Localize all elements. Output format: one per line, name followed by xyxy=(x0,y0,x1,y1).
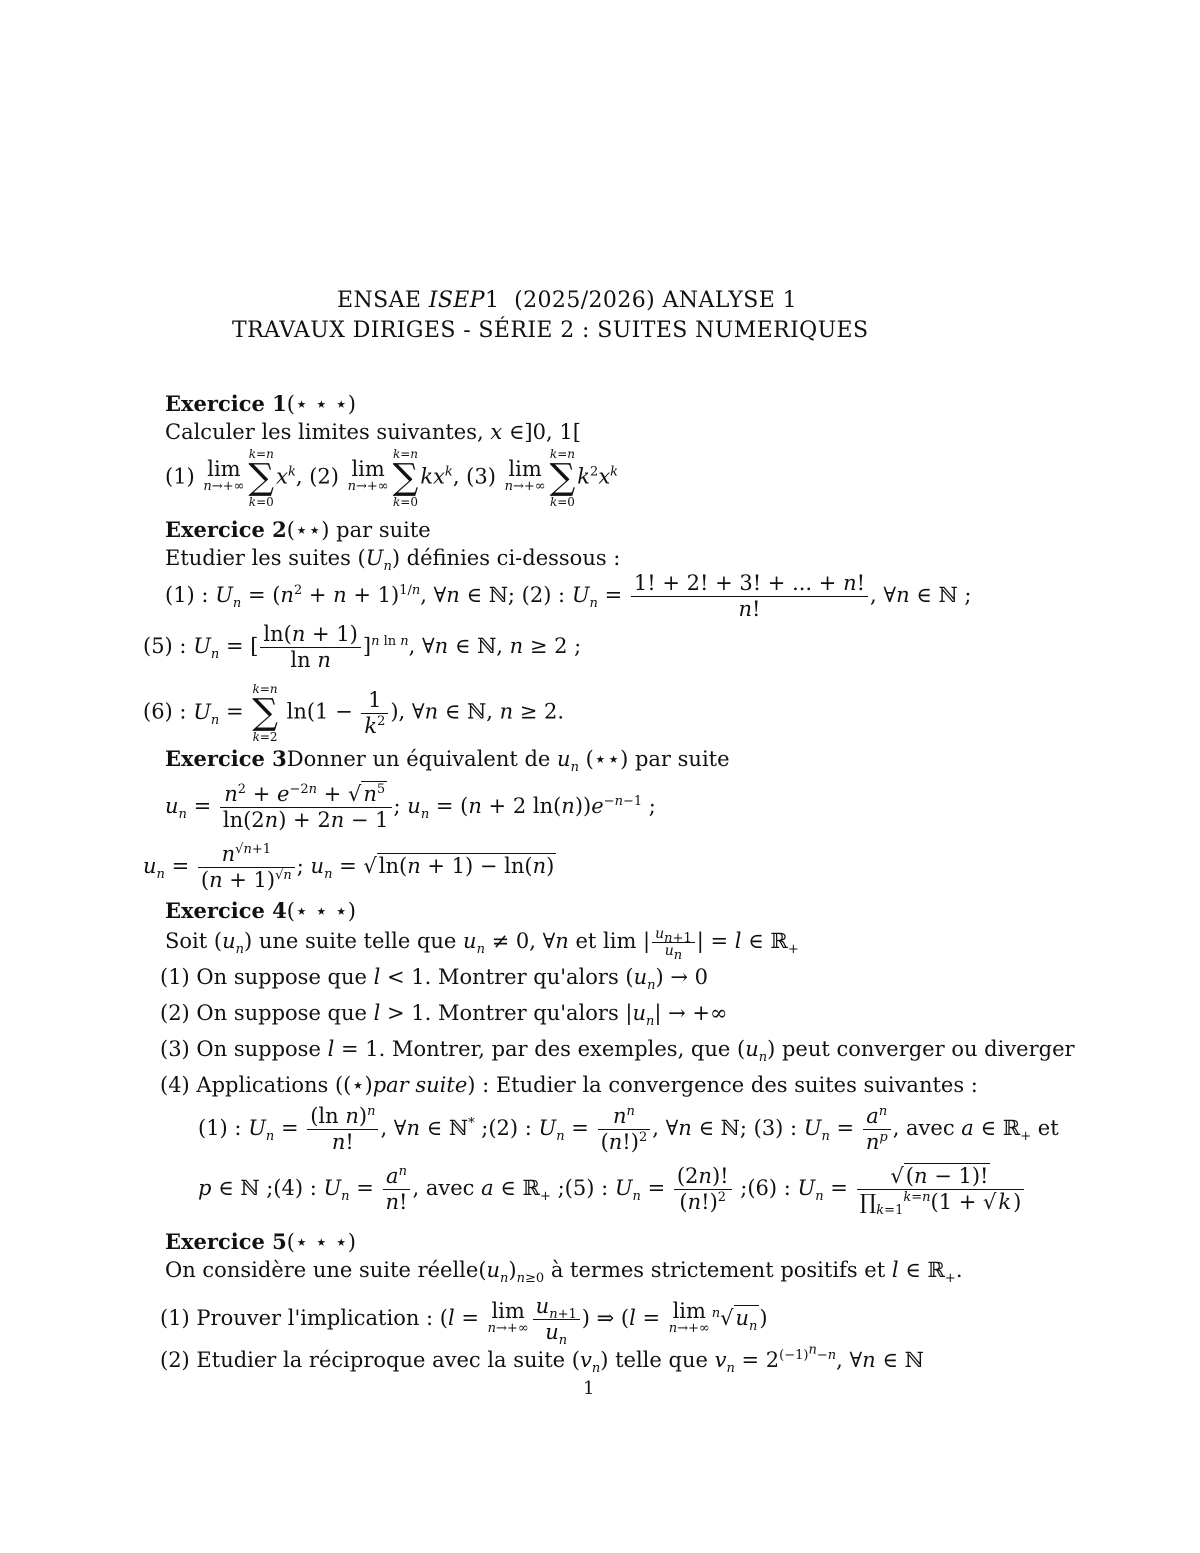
ex2-item-5: (5) : $U_n$ = [ $\frac{\ln(n + 1)}{\text{ln n}}$ ]$^{n ln n}$, ∀n ∈ ℕ, n ≥ 2 ; xyxy=(143,622,582,672)
ex4-q3: (3) On suppose l = 1. Montrer, par des exemples, que $(u_n)$ peut converger ou diverger xyxy=(160,1037,1075,1066)
ex4-q1: (1) On suppose que l < 1. Montrer qu'alors $(u_n) \to 0$ xyxy=(160,965,709,994)
page-number: 1 xyxy=(583,1378,595,1399)
ex2-item-1-2: (1) : $U_n = (n^2 + n + 1)^{1/n}$, ∀n ∈ ℕ; (2) : $U_n$ = $\frac{1! + 2! + 3! + ... + n!}{n!}$ , ∀n ∈ ℕ ; xyxy=(165,571,972,621)
ex2-item-6: (6) : $U_n$ = k=n ∑ k=2 ln(1 − $\frac{1}{k^2}$ ), ∀n ∈ ℕ, n ≥ 2. xyxy=(143,682,565,744)
ex4-applications-line-2: p ∈ ℕ ;(4) : $U_n$ = $\frac{a^n}{n!}$ , avec a ∈ ℝ$_+$ ;(5) : $U_n$ = $\frac{(2n)!}{(n!)^2}$ ;(6) : $U_n$ = $\frac{√(n - 1)!}{\prod_{k=1}^{k=n}(1 + √k)}$ xyxy=(198,1164,1026,1215)
ex4-applications-line-1: (1) : $U_n$ = $\frac{(\ln n)^n}{n!}$ , ∀n ∈ ℕ* ;(2) : $U_n$ = $\frac{n^n}{(n!)^2}$ , ∀n ∈ ℕ; (3) : $U_n$ = $\frac{a^n}{n^p}$ , avec a ∈ ℝ$_+$ et xyxy=(198,1104,1059,1154)
ex5-intro: On considère une suite $réelle(u_n)_{n\ge 0}$ à termes strictement positifs et l ∈ ℝ$_+$. xyxy=(165,1258,963,1287)
ex3-item-2: $u_n$ = $\frac{n^{√n+1}}{(n + 1)^{√n}}$ ; $u_n = √\ln(n + 1) - \ln(n)$ xyxy=(143,842,555,892)
document-subtitle: TRAVAUX DIRIGES - SÉRIE 2 : SUITES NUMERIQUES xyxy=(232,318,869,343)
ex5-q2: (2) Etudier la réciproque avec la suite $(v_n)$ telle que $v_n = 2^{(-1)^n-n}$, ∀n ∈ ℕ xyxy=(160,1342,924,1377)
ex2-heading: Exercice 2(⋆⋆) par suite xyxy=(165,517,431,542)
ex3-item-1: $u_n$ = $\frac{n^2 + e^{-2n} + √n^5}{\ln(2n) + 2n - 1}$ ; $u_n = (n + 2$ $\ln(n))e^{-n-1}$ ; xyxy=(165,782,656,832)
ex4-q2: (2) On suppose que l > 1. Montrer qu'alors $|u_n|$ → +∞ xyxy=(160,1001,728,1030)
ex4-heading: Exercice 4(⋆ ⋆ ⋆) xyxy=(165,898,356,923)
document-title: ENSAE ISEP1 (2025/2026) ANALYSE 1 xyxy=(337,288,797,313)
ex1-formula: (1) lim n→+∞ k=n ∑ k=0 $x^k$, (2) lim n→+∞ k=n ∑ k=0 $kx^k$, (3) lim n→+∞ k=n ∑ k=0 $k^2x^k$ xyxy=(165,447,619,509)
ex3-heading: Exercice 3Donner un équivalent de $u_n$ (⋆⋆) par suite xyxy=(165,746,730,776)
ex4-q4: (4) Applications ((⋆)par suite) : Etudier la convergence des suites suivantes : xyxy=(160,1073,978,1097)
ex4-intro: Soit $(u_n)$ une suite telle que $u_n \ne 0$, ∀n et lim | $\frac{u_{n+1}}{u_n}$ | = l ∈ ℝ$_+$ xyxy=(165,926,799,963)
ex1-intro: Calculer les limites suivantes, x ∈]0, 1[ xyxy=(165,420,581,444)
ex5-heading: Exercice 5(⋆ ⋆ ⋆) xyxy=(165,1229,356,1254)
ex1-heading: Exercice 1(⋆ ⋆ ⋆) xyxy=(165,391,356,416)
ex5-q1: (1) Prouver l'implication : (l = lim n→+∞ $\frac{u_{n+1}}{u_n}$ ) ⇒ (l = lim n→+∞ $^n√u_n$) xyxy=(160,1294,768,1349)
ex2-intro: Etudier les suites $(U_n)$ définies ci-dessous : xyxy=(165,546,621,575)
